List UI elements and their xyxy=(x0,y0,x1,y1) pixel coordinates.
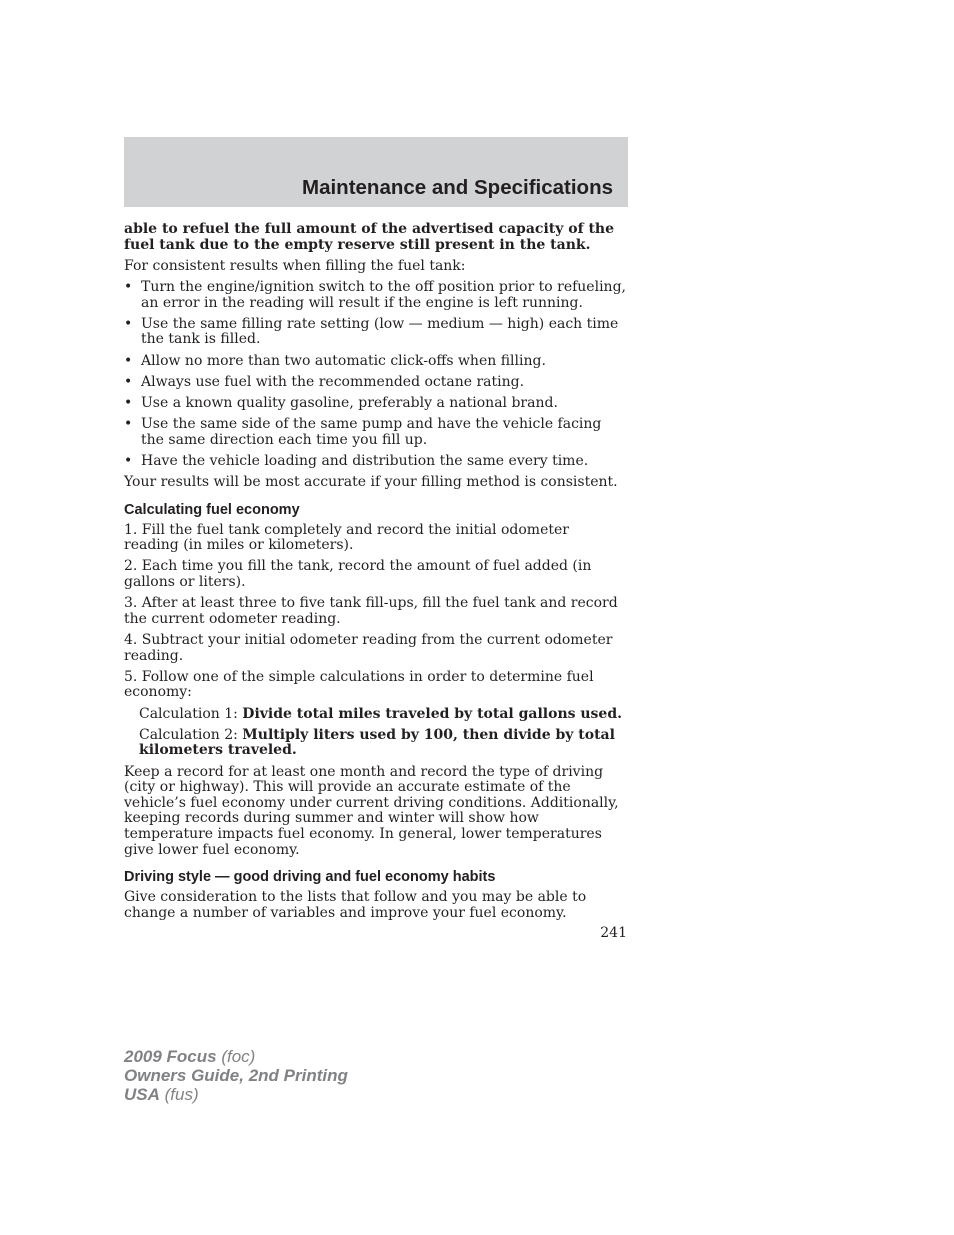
calc-step: 1. Fill the fuel tank completely and record the initial odometer reading (in miles or kilometers). xyxy=(124,521,569,554)
page-number: 241 xyxy=(600,925,627,941)
calculating-fuel-economy-heading: Calculating fuel economy xyxy=(124,501,300,518)
list-item-text: Have the vehicle loading and distribution the same every time. xyxy=(141,452,589,469)
driving-style-text: Give consideration to the lists that follow and you may be able to change a number of variables and improve your fuel economy. xyxy=(124,889,587,921)
footer-market: USA xyxy=(124,1085,160,1104)
calc-step: 5. Follow one of the simple calculations in order to determine fuel economy: xyxy=(124,668,594,701)
calculation-2 xyxy=(124,728,628,759)
list-item xyxy=(124,354,628,370)
bullet-glyph: • xyxy=(124,278,133,295)
footer-line-market xyxy=(124,1085,348,1104)
bullet-glyph: • xyxy=(124,315,133,332)
bullet-glyph: • xyxy=(124,394,133,411)
calculation-2-label: Calculation 2: xyxy=(139,726,243,743)
list-item xyxy=(124,396,628,412)
section-title: Maintenance and Specifications xyxy=(302,176,613,199)
intro-warning-continuation: able to refuel the full amount of the advertised capacity of the fuel tank due to the empty reserve still present in the tank. xyxy=(124,221,615,253)
section-header-band xyxy=(124,137,628,207)
calc-step: 3. After at least three to five tank fill-ups, fill the fuel tank and record the current odometer reading. xyxy=(124,595,618,627)
footer-line-model xyxy=(124,1047,348,1066)
list-item-text: Always use fuel with the recommended octane rating. xyxy=(141,373,525,390)
footer-line-guide: Owners Guide, 2nd Printing xyxy=(124,1066,348,1085)
bullet-glyph: • xyxy=(124,452,133,469)
list-item-text: Use a known quality gasoline, preferably a national brand. xyxy=(141,394,558,411)
calc-step: 4. Subtract your initial odometer reading from the current odometer reading. xyxy=(124,632,613,664)
results-note: Your results will be most accurate if your filling method is consistent. xyxy=(124,474,618,491)
list-item xyxy=(124,280,628,311)
calculation-1-label: Calculation 1: xyxy=(139,705,243,722)
list-item xyxy=(124,375,628,391)
driving-style-heading: Driving style — good driving and fuel economy habits xyxy=(124,869,496,886)
consistent-results-intro: For consistent results when filling the fuel tank: xyxy=(124,257,466,274)
page-content xyxy=(124,222,628,927)
list-item-text: Use the same filling rate setting (low — medium — high) each time the tank is filled. xyxy=(141,315,619,348)
record-keeping-note: Keep a record for at least one month and record the type of driving (city or highway). This will provide an accurate estimate of the vehicle’s fuel economy under current driving conditions. Additionally, keeping records during summer and winter will show how temperature impacts fuel economy. In general, lower temperatures give lower fuel economy. xyxy=(124,763,619,858)
bullet-glyph: • xyxy=(124,352,133,369)
list-item xyxy=(124,417,628,448)
list-item-text: Use the same side of the same pump and have the vehicle facing the same direction each time you fill up. xyxy=(141,416,602,448)
list-item xyxy=(124,454,628,470)
list-item xyxy=(124,317,628,348)
footer-market-code: (fus) xyxy=(159,1085,199,1104)
filling-tips-list xyxy=(124,280,628,470)
footer-model: 2009 Focus xyxy=(124,1047,217,1066)
footer-model-code: (foc) xyxy=(216,1047,256,1066)
calculation-2-formula: Multiply liters used by 100, then divide by total kilometers traveled. xyxy=(139,726,615,759)
bullet-glyph: • xyxy=(124,373,133,390)
document-footer xyxy=(124,1047,348,1104)
bullet-glyph: • xyxy=(124,416,133,433)
calc-step: 2. Each time you fill the tank, record the amount of fuel added (in gallons or liters). xyxy=(124,558,592,591)
calculation-1 xyxy=(124,707,628,723)
list-item-text: Allow no more than two automatic click-offs when filling. xyxy=(141,352,546,369)
list-item-text: Turn the engine/ignition switch to the off position prior to refueling, an error in the reading will result if the engine is left running. xyxy=(141,278,626,311)
calculation-1-formula: Divide total miles traveled by total gallons used. xyxy=(242,705,623,722)
